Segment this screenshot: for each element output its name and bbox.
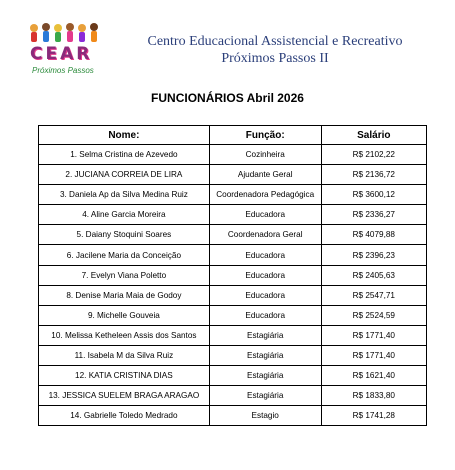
table-row: [39, 205, 427, 225]
cell-role: Estagiária: [209, 386, 321, 406]
table-row: [39, 386, 427, 406]
children-figures-icon: [28, 22, 100, 46]
cell-role: Estagiária: [209, 345, 321, 365]
cell-name: 4. Aline Garcia Moreira: [39, 205, 210, 225]
table-row: [39, 265, 427, 285]
table-row: [39, 305, 427, 325]
table-row: [39, 366, 427, 386]
cell-salary: R$ 1771,40: [321, 345, 426, 365]
org-name-line2: Próximos Passos II: [221, 51, 329, 66]
logo-subtitle: Próximos Passos: [32, 66, 94, 75]
cell-name: 10. Melissa Ketheleen Assis dos Santos: [39, 325, 210, 345]
table-row: [39, 225, 427, 245]
cell-salary: R$ 1621,40: [321, 366, 426, 386]
cell-role: Coordenadora Pedagógica: [209, 185, 321, 205]
cell-salary: R$ 2102,22: [321, 145, 426, 165]
header-name: Nome:: [39, 126, 210, 145]
header-salary: Salário: [321, 126, 426, 145]
cell-salary: R$ 4079,88: [321, 225, 426, 245]
cell-salary: R$ 3600,12: [321, 185, 426, 205]
cell-role: Educadora: [209, 245, 321, 265]
cell-salary: R$ 1833,80: [321, 386, 426, 406]
table-row: [39, 185, 427, 205]
cell-name: 14. Gabrielle Toledo Medrado: [39, 406, 210, 426]
table-row: [39, 165, 427, 185]
cell-salary: R$ 2396,23: [321, 245, 426, 265]
cell-role: Ajudante Geral: [209, 165, 321, 185]
table-row: [39, 325, 427, 345]
cell-name: 8. Denise Maria Maia de Godoy: [39, 285, 210, 305]
table-header-row: [39, 126, 427, 145]
cell-name: 7. Evelyn Viana Poletto: [39, 265, 210, 285]
cell-name: 3. Daniela Ap da Silva Medina Ruiz: [39, 185, 210, 205]
cell-role: Estagio: [209, 406, 321, 426]
cell-name: 5. Daiany Stoquini Soares: [39, 225, 210, 245]
cell-role: Estagiária: [209, 366, 321, 386]
cell-role: Estagiária: [209, 325, 321, 345]
document-title: FUNCIONÁRIOS Abril 2026: [151, 91, 304, 105]
table-row: [39, 245, 427, 265]
cell-role: Educadora: [209, 265, 321, 285]
org-name-line1: Centro Educacional Assistencial e Recreativo: [147, 34, 403, 49]
cell-name: 11. Isabela M da Silva Ruiz: [39, 345, 210, 365]
table-row: [39, 285, 427, 305]
cell-salary: R$ 2136,72: [321, 165, 426, 185]
cell-role: Cozinheira: [209, 145, 321, 165]
cell-role: Educadora: [209, 305, 321, 325]
cell-name: 1. Selma Cristina de Azevedo: [39, 145, 210, 165]
cell-role: Educadora: [209, 285, 321, 305]
logo-text: CEAR: [30, 44, 93, 64]
cell-name: 13. JESSICA SUELEM BRAGA ARAGAO: [39, 386, 210, 406]
header-role: Função:: [209, 126, 321, 145]
organization-name: [110, 33, 440, 67]
cell-name: 6. Jacilene Maria da Conceição: [39, 245, 210, 265]
table-row: [39, 345, 427, 365]
cear-logo: [28, 22, 100, 80]
cell-salary: R$ 2547,71: [321, 285, 426, 305]
cell-name: 2. JUCIANA CORREIA DE LIRA: [39, 165, 210, 185]
cell-salary: R$ 1771,40: [321, 325, 426, 345]
letterhead: [0, 0, 455, 80]
cell-name: 9. Michelle Gouveia: [39, 305, 210, 325]
cell-name: 12. KATIA CRISTINA DIAS: [39, 366, 210, 386]
table-row: [39, 406, 427, 426]
cell-salary: R$ 2405,63: [321, 265, 426, 285]
staff-table: [38, 125, 427, 426]
cell-role: Coordenadora Geral: [209, 225, 321, 245]
cell-role: Educadora: [209, 205, 321, 225]
cell-salary: R$ 2524,59: [321, 305, 426, 325]
cell-salary: R$ 2336,27: [321, 205, 426, 225]
table-row: [39, 145, 427, 165]
cell-salary: R$ 1741,28: [321, 406, 426, 426]
